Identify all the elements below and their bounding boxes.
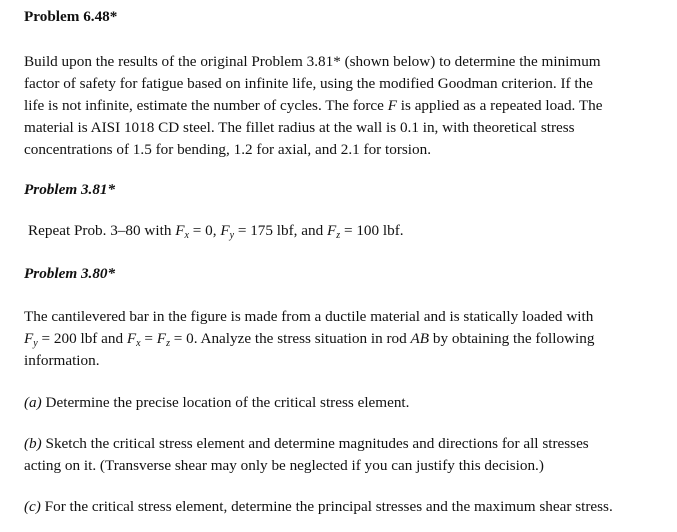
part-b bbox=[24, 433, 664, 477]
problem-648-heading: Problem 6.48* bbox=[24, 8, 118, 25]
p648-line-3-b: is applied as a repeated load. The bbox=[396, 97, 603, 114]
l2-fy-var: F bbox=[24, 330, 34, 347]
p648-line-4: material is AISI 1018 CD steel. The fillet radius at the wall is 0.1 in, with theoretical stress bbox=[24, 119, 575, 136]
p648-line-3 bbox=[24, 95, 664, 117]
p648-line-2: factor of safety for fatigue based on infinite life, using the modified Goodman criterion. If the bbox=[24, 75, 593, 92]
l2-fz-var: F bbox=[156, 330, 167, 347]
part-a-text: Determine the precise location of the critical stress element. bbox=[41, 394, 410, 411]
fy-val: = 175 lbf, and bbox=[234, 222, 327, 239]
problem-648-body bbox=[24, 51, 664, 161]
l2-eq: = bbox=[140, 330, 157, 347]
l2-c: by obtaining the following bbox=[429, 330, 595, 347]
p648-line-5: concentrations of 1.5 for bending, 1.2 for axial, and 2.1 for torsion. bbox=[24, 141, 432, 158]
l2-b: = 0. Analyze the stress situation in rod bbox=[169, 330, 411, 347]
part-a bbox=[24, 392, 664, 414]
l2-fz-sub: z bbox=[166, 338, 170, 349]
part-c-label: (c) bbox=[24, 498, 41, 515]
fy-var: F bbox=[220, 222, 230, 239]
part-c bbox=[24, 496, 664, 518]
force-f-var: F bbox=[387, 97, 397, 114]
p380-line-2 bbox=[24, 328, 664, 350]
part-b-text-1: Sketch the critical stress element and determine magnitudes and directions for all stresses bbox=[41, 435, 589, 452]
problem-380-body bbox=[24, 306, 664, 372]
fx-var: F bbox=[175, 222, 185, 239]
fz-var: F bbox=[326, 222, 337, 239]
part-b-label: (b) bbox=[24, 435, 42, 452]
fy-sub: y bbox=[229, 230, 235, 241]
part-b-text-2: acting on it. (Transverse shear may only be neglected if you can justify this decision.) bbox=[24, 457, 544, 474]
p380-line-3: information. bbox=[24, 352, 100, 369]
l2-a: = 200 lbf and bbox=[37, 330, 127, 347]
part-a-label: (a) bbox=[24, 394, 42, 411]
problem-380-heading: Problem 3.80* bbox=[24, 265, 116, 282]
l2-fx-sub: x bbox=[136, 338, 141, 349]
part-c-text: For the critical stress element, determine the principal stresses and the maximum shear stress. bbox=[40, 498, 613, 515]
p380-line-1: The cantilevered bar in the figure is made from a ductile material and is statically loaded with bbox=[24, 308, 594, 325]
l2-fx-var: F bbox=[126, 330, 137, 347]
p381-line bbox=[28, 220, 668, 242]
rod-ab: AB bbox=[410, 330, 430, 347]
fx-sub: x bbox=[184, 230, 189, 241]
p648-line-3-a: life is not infinite, estimate the number of cycles. The force bbox=[24, 97, 388, 114]
fz-sub: z bbox=[336, 230, 341, 241]
problem-381-heading: Problem 3.81* bbox=[24, 181, 116, 198]
l2-fy-sub: y bbox=[33, 338, 38, 349]
problem-381-body bbox=[28, 220, 668, 242]
fx-val: = 0, bbox=[188, 222, 221, 239]
p381-text-a: Repeat Prob. 3–80 with bbox=[28, 222, 176, 239]
fz-val: = 100 lbf. bbox=[340, 222, 404, 239]
p648-line-1: Build upon the results of the original Problem 3.81* (shown below) to determine the minimum bbox=[24, 53, 601, 70]
